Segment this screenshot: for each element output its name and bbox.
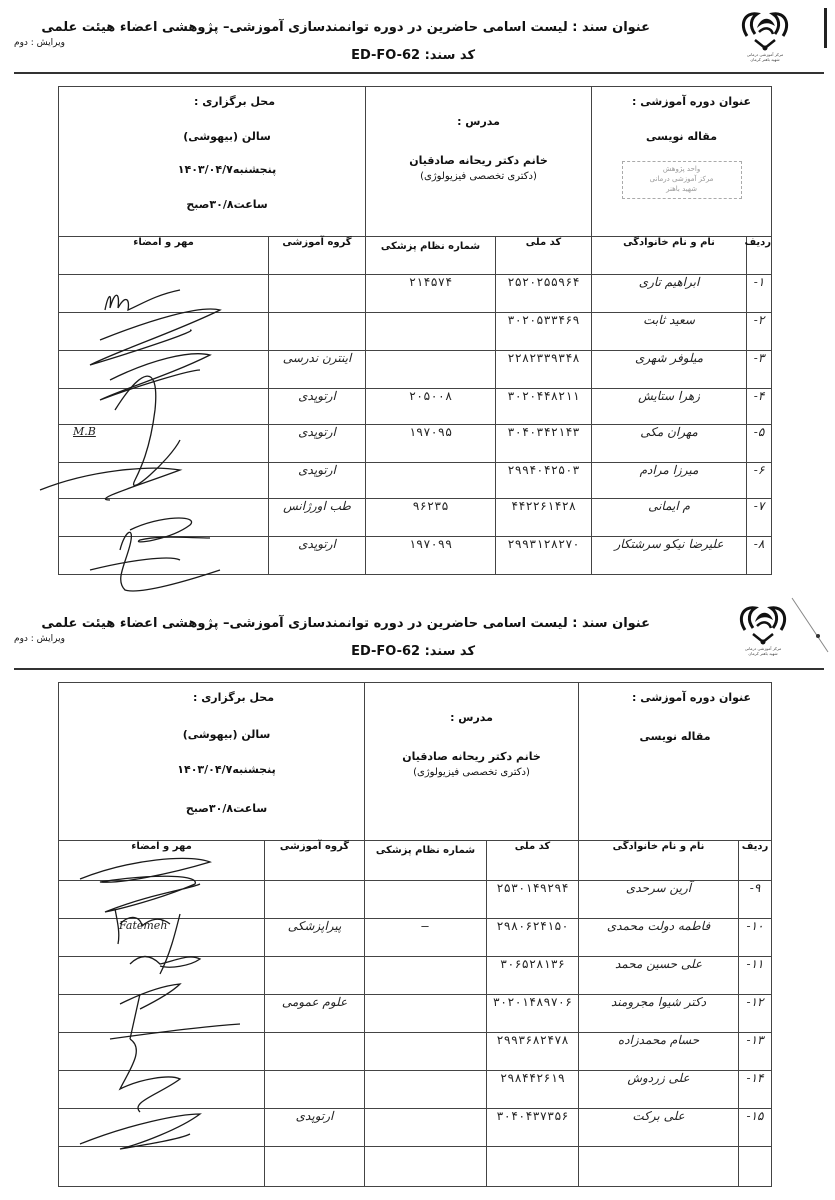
course-info-row [59, 683, 772, 841]
medical-council-no: ۹۶۲۳۵ [366, 499, 496, 537]
session-date: پنجشنبه۱۴۰۳/۰۴/۷ [177, 163, 277, 176]
teacher-name: خانم دکتر ریحانه صادقیان [402, 750, 541, 763]
attendee-name: ابراهیم تاری [592, 275, 747, 313]
col-header-national-id: کد ملی [487, 841, 579, 881]
venue-cell [59, 87, 366, 237]
attendee-name: علی حسین محمد [579, 957, 739, 995]
department: ارتوپدی [269, 425, 366, 463]
hospital-logo [733, 600, 793, 662]
table-row-empty [59, 1147, 772, 1187]
logo-caption-2: شهید باهنر کرمان [750, 57, 780, 62]
attendance-sheet-1 [0, 0, 835, 590]
medical-council-no [365, 957, 487, 995]
medical-council-no [366, 351, 496, 389]
national-id: ۲۲۸۲۳۳۹۳۴۸ [496, 351, 592, 389]
national-id: ۳۰۴۰۴۳۷۳۵۶ [487, 1109, 579, 1147]
signature-cell [59, 1071, 265, 1109]
venue-cell [59, 683, 365, 841]
session-time: ساعت۳۰/۸صبح [185, 802, 268, 815]
stamp-line-2: مرکز آموزشی درمانی [649, 175, 714, 183]
header-divider [14, 72, 824, 74]
attendee-name: میلوفر شهری [592, 351, 747, 389]
department [265, 957, 365, 995]
medical-council-no [365, 1109, 487, 1147]
empty-cell [365, 1147, 487, 1187]
course-cell [579, 683, 772, 841]
venue-value: سالن (بیهوشی) [183, 130, 271, 143]
teacher-cell [365, 683, 579, 841]
department [265, 1071, 365, 1109]
national-id: ۲۵۲۰۲۵۵۹۶۴ [496, 275, 592, 313]
medical-council-no [366, 313, 496, 351]
document-code: کد سند: ED-FO-62 [351, 48, 475, 63]
medical-council-no: ۲۱۴۵۷۴ [366, 275, 496, 313]
session-time: ساعت۳۰/۸صبح [186, 198, 268, 211]
national-id: ۴۴۲۲۶۱۴۲۸ [496, 499, 592, 537]
table-row [59, 919, 772, 957]
department [265, 881, 365, 919]
national-id: ۳۰۲۰۴۴۸۲۱۱ [496, 389, 592, 425]
course-label: عنوان دوره آموزشی : [632, 691, 752, 704]
department [265, 1033, 365, 1071]
edition-label: ویرایش : دوم [14, 634, 65, 644]
department: ارتوپدی [269, 463, 366, 499]
medical-council-no [366, 463, 496, 499]
national-id: ۲۹۸۴۴۲۶۱۹ [487, 1071, 579, 1109]
col-header-medical-no: شماره نظام پزشکی [365, 841, 487, 881]
department [269, 275, 366, 313]
medical-council-no [365, 881, 487, 919]
national-id: ۲۵۳۰۱۴۹۲۹۴ [487, 881, 579, 919]
empty-cell [265, 1147, 365, 1187]
row-no: ۸- [747, 537, 772, 575]
row-no: ۱۴- [739, 1071, 772, 1109]
attendee-name: م ایمانی [592, 499, 747, 537]
table-row [59, 351, 772, 389]
table-row [59, 275, 772, 313]
national-id: ۳۰۲۰۵۳۳۴۶۹ [496, 313, 592, 351]
logo-caption-1: مرکز آموزشی درمانی [744, 646, 782, 651]
table-row [59, 537, 772, 575]
table-header-row [59, 237, 772, 275]
edition-label: ویرایش : دوم [14, 38, 65, 48]
attendee-name: زهرا ستایش [592, 389, 747, 425]
empty-cell [487, 1147, 579, 1187]
row-no: ۴- [747, 389, 772, 425]
signature-cell [59, 1109, 265, 1147]
table-row [59, 425, 772, 463]
national-id: ۲۹۹۳۱۲۸۲۷۰ [496, 537, 592, 575]
attendee-name: علیرضا نیکو سرشتکار [592, 537, 747, 575]
col-header-name: نام و نام خانوادگی [579, 841, 739, 881]
signature-cell [59, 499, 269, 537]
attendee-name: سعید ثابت [592, 313, 747, 351]
teacher-name: خانم دکتر ریحانه صادقیان [409, 154, 548, 167]
medical-council-no: ۱۹۷۰۹۵ [366, 425, 496, 463]
row-no: ۹- [739, 881, 772, 919]
col-header-row-no: ردیف [747, 237, 772, 275]
signature-cell [59, 919, 265, 957]
table-row [59, 389, 772, 425]
national-id: ۳۰۲۰۱۴۸۹۷۰۶ [487, 995, 579, 1033]
signature-cell [59, 463, 269, 499]
signature-name: Fatemeh [119, 919, 168, 932]
stamp-line-1: واحد پژوهش [662, 165, 701, 173]
col-header-medical-no: شماره نظام پزشکی [366, 237, 496, 275]
national-id: ۲۹۹۴۰۴۲۵۰۳ [496, 463, 592, 499]
national-id: ۲۹۸۰۶۲۴۱۵۰ [487, 919, 579, 957]
medical-council-no: — [365, 919, 487, 957]
teacher-label: مدرس : [450, 711, 493, 724]
hospital-logo [735, 6, 795, 68]
row-no: ۱۳- [739, 1033, 772, 1071]
attendance-sheet-2 [0, 592, 835, 1200]
document-code: کد سند: ED-FO-62 [351, 644, 475, 659]
medical-council-no [365, 1071, 487, 1109]
national-id: ۳۰۶۵۲۸۱۳۶ [487, 957, 579, 995]
course-value: مقاله نویسی [646, 130, 717, 143]
table-row [59, 957, 772, 995]
session-date: پنجشنبه۱۴۰۳/۰۴/۷ [177, 763, 276, 776]
signature-cell [59, 275, 269, 313]
row-no: ۱۱- [739, 957, 772, 995]
teacher-label: مدرس : [457, 115, 500, 128]
col-header-row-no: ردیف [739, 841, 772, 881]
signature-cell [59, 537, 269, 575]
table-row [59, 1033, 772, 1071]
row-no: ۱۰- [739, 919, 772, 957]
table-row [59, 313, 772, 351]
table-header-row [59, 841, 772, 881]
course-cell [592, 87, 772, 237]
national-id: ۳۰۴۰۳۴۲۱۴۳ [496, 425, 592, 463]
attendance-table-1 [58, 86, 772, 575]
signature-cell [59, 425, 269, 463]
department: ارتوپدی [269, 537, 366, 575]
document-title: عنوان سند : لیست اسامی حاضرین در دوره توانمندسازی آموزشی– پژوهشی اعضاء هیئت علمی [41, 20, 650, 35]
department: ارتوپدی [269, 389, 366, 425]
col-header-national-id: کد ملی [496, 237, 592, 275]
attendee-name: مهران مکی [592, 425, 747, 463]
document-title: عنوان سند : لیست اسامی حاضرین در دوره توانمندسازی آموزشی– پژوهشی اعضاء هیئت علمی [41, 616, 650, 631]
teacher-degree: (دکتری تخصصی فیزیولوژی) [420, 171, 537, 182]
attendee-name: علی برکت [579, 1109, 739, 1147]
department: علوم عمومی [265, 995, 365, 1033]
page-number-mark [824, 8, 827, 48]
table-row [59, 1071, 772, 1109]
col-header-dept: گروه آموزشی [265, 841, 365, 881]
attendance-table-2 [58, 682, 772, 1187]
row-no: ۵- [747, 425, 772, 463]
col-header-dept: گروه آموزشی [269, 237, 366, 275]
col-header-signature: مهر و امضاء [59, 237, 269, 275]
department: ارتوپدی [265, 1109, 365, 1147]
national-id: ۲۹۹۳۶۸۲۴۷۸ [487, 1033, 579, 1071]
course-info-row [59, 87, 772, 237]
attendee-name: دکتر شیوا مجرومند [579, 995, 739, 1033]
attendee-name: آرین سرحدی [579, 881, 739, 919]
table-row [59, 995, 772, 1033]
course-label: عنوان دوره آموزشی : [632, 95, 752, 108]
attendee-name: فاطمه دولت محمدی [579, 919, 739, 957]
medical-council-no: ۱۹۷۰۹۹ [366, 537, 496, 575]
medical-council-no: ۲۰۵۰۰۸ [366, 389, 496, 425]
row-no: ۲- [747, 313, 772, 351]
attendee-name: میرزا مرادم [592, 463, 747, 499]
table-row [59, 881, 772, 919]
venue-label: محل برگزاری : [194, 95, 276, 108]
pen-stroke-mark [790, 596, 830, 656]
logo-emblem-icon [733, 600, 793, 646]
row-no: ۱۵- [739, 1109, 772, 1147]
empty-cell [579, 1147, 739, 1187]
table-row [59, 499, 772, 537]
medical-council-no [365, 995, 487, 1033]
attendee-name: حسام محمدزاده [579, 1033, 739, 1071]
signature-cell [59, 1033, 265, 1071]
header-divider [14, 668, 824, 670]
row-no: ۷- [747, 499, 772, 537]
empty-cell [59, 1147, 265, 1187]
teacher-cell [366, 87, 592, 237]
col-header-name: نام و نام خانوادگی [592, 237, 747, 275]
signature-cell [59, 957, 265, 995]
department [269, 313, 366, 351]
logo-caption-1: مرکز آموزشی درمانی [746, 52, 784, 57]
signature-cell [59, 881, 265, 919]
department: پیراپزشکی [265, 919, 365, 957]
row-no: ۳- [747, 351, 772, 389]
signature-cell [59, 313, 269, 351]
research-unit-stamp [622, 161, 742, 199]
row-no: ۱- [747, 275, 772, 313]
venue-value: سالن (بیهوشی) [182, 728, 271, 741]
stamp-line-3: شهید باهنر [666, 185, 697, 193]
medical-council-no [365, 1033, 487, 1071]
logo-caption-2: شهید باهنر کرمان [748, 651, 778, 656]
signature-cell [59, 389, 269, 425]
attendee-name: علی زردوش [579, 1071, 739, 1109]
empty-cell [739, 1147, 772, 1187]
signature-initials: M.B [73, 425, 96, 438]
department: طب اورژانس [269, 499, 366, 537]
course-value: مقاله نویسی [639, 730, 711, 743]
row-no: ۱۲- [739, 995, 772, 1033]
venue-label: محل برگزاری : [193, 691, 275, 704]
signature-cell [59, 351, 269, 389]
table-row [59, 463, 772, 499]
signature-cell [59, 995, 265, 1033]
logo-emblem-icon [735, 6, 795, 52]
col-header-signature: مهر و امضاء [59, 841, 265, 881]
teacher-degree: (دکتری تخصصی فیزیولوژی) [413, 767, 530, 778]
department: اینترن ندرسی [269, 351, 366, 389]
table-row [59, 1109, 772, 1147]
row-no: ۶- [747, 463, 772, 499]
